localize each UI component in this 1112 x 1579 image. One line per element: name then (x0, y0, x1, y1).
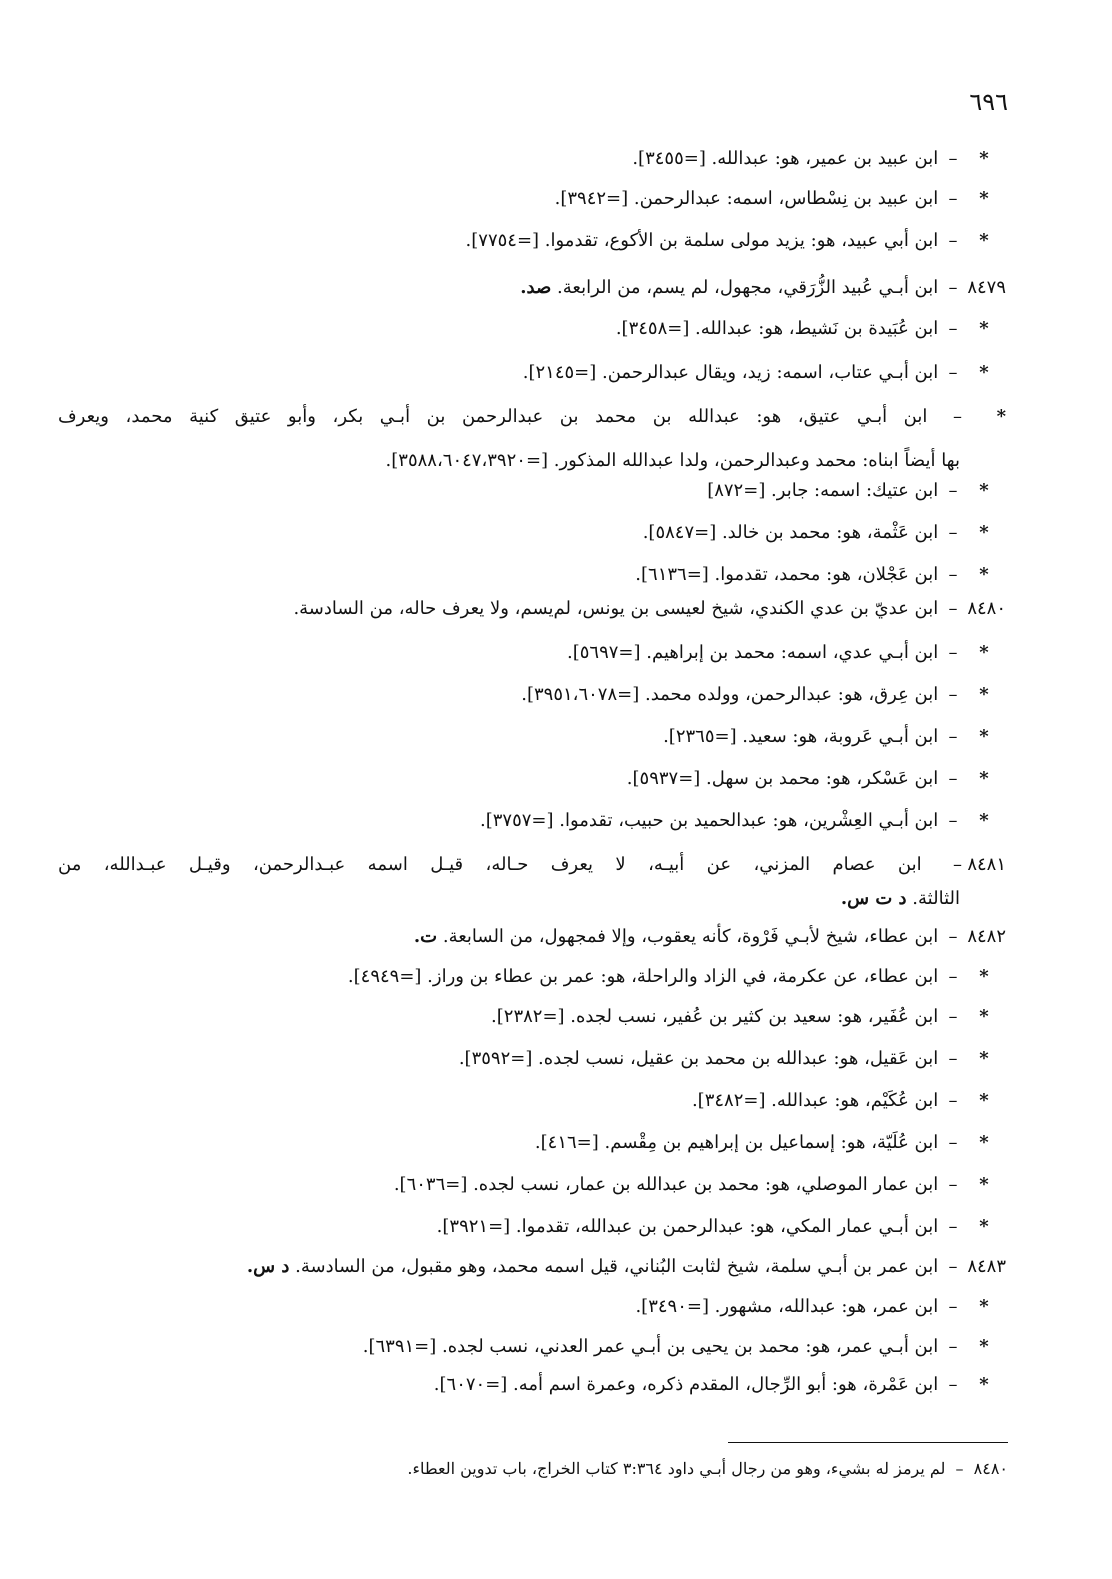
asterisk-icon: * (979, 318, 989, 339)
entry-text: ابن عُبَيدة بن نَشيط، هو: عبدالله. [=٣٤٥٨]. (615, 318, 939, 339)
entry-dash: – (948, 966, 958, 987)
entry-dash: – (948, 1090, 958, 1111)
cross-reference-entry (523, 360, 1006, 386)
asterisk-icon: * (979, 1336, 989, 1357)
entry-text: ابن عبيد بن نِسْطاس، اسمه: عبدالرحمن. [=٣٩٤٢]. (554, 188, 939, 209)
numbered-entry (293, 596, 1006, 622)
asterisk-icon: * (979, 188, 989, 209)
entry-text: ابن أبـي عُبيد الزُّرَقي، مجهول، لم يسم، من الرابعة. (557, 277, 939, 298)
footnote-text: لم يرمز له بشيء، وهو من رجال أبـي داود ٣:٣٦٤ كتاب الخراج، باب تدوين العطاء. (407, 1459, 946, 1478)
entry-text: ابن عصام المزني، عن أبيـه، لا يعرف حـاله، قيـل اسمه عبـدالرحمن، وقيـل عبـدالله، من (58, 854, 922, 875)
cross-reference-entry (394, 1172, 1006, 1198)
asterisk-icon: * (979, 1296, 989, 1317)
asterisk-icon: * (979, 1174, 989, 1195)
entry-text: ابن أبي عبيد، هو: يزيد مولى سلمة بن الأكوع، تقدموا. [=٧٧٥٤]. (465, 230, 939, 251)
entry-dash: – (948, 1336, 958, 1357)
cross-reference-entry (707, 478, 1006, 504)
entry-dash: – (948, 1296, 958, 1317)
entry-dash: – (948, 642, 958, 663)
asterisk-icon: * (979, 642, 989, 663)
entry-dash: – (948, 1048, 958, 1069)
cross-reference-entry (466, 228, 1006, 254)
entry-dash: – (948, 598, 958, 619)
cross-reference-entry (627, 766, 1006, 792)
cross-reference-entry (480, 808, 1006, 834)
cross-reference-entry (58, 404, 1006, 430)
cross-reference-entry (535, 1130, 1006, 1156)
cross-reference-entry (692, 1088, 1006, 1114)
cross-reference-entry (491, 1004, 1006, 1030)
entry-number: ٨٤٨٠ (967, 598, 1006, 619)
entry-dash: – (948, 480, 958, 501)
entry-text: ابن أبـي عمر، هو: محمد بن يحيى بن أبـي عمر العدني، نسب لجده. [=٦٣٩١]. (362, 1336, 939, 1357)
entry-continuation (386, 448, 960, 474)
entry-number: ٨٤٨١ (967, 854, 1006, 875)
entry-text: ابن أبـي عتاب، اسمه: زيد، ويقال عبدالرحمن. [=٢١٤٥]. (522, 362, 939, 383)
asterisk-icon: * (979, 1216, 989, 1237)
numbered-entry (520, 275, 1006, 301)
asterisk-icon: * (979, 768, 989, 789)
asterisk-icon: * (979, 1006, 989, 1027)
cross-reference-entry (632, 146, 1006, 172)
entry-text: ابن أبـي عدي، اسمه: محمد بن إبراهيم. [=٥٦٩٧]. (567, 642, 939, 663)
entry-text: بها أيضاً ابناه: محمد وعبدالرحمن، ولدا عبدالله المذكور. [=٣٥٨٨،٦٠٤٧،٣٩٢٠]. (385, 450, 960, 471)
entry-dash: – (948, 1174, 958, 1195)
numbered-entry (414, 924, 1006, 950)
entry-text: ابن عتيك: اسمه: جابر. [=٨٧٢] (707, 480, 939, 501)
entry-text: ابن عَسْكر، هو: محمد بن سهل. [=٥٩٣٧]. (626, 768, 939, 789)
footnote-number: ٨٤٨٠ (973, 1459, 1008, 1478)
asterisk-icon: * (979, 1132, 989, 1153)
entry-text: ابن أبـي عَروبة، هو: سعيد. [=٢٣٦٥]. (663, 726, 939, 747)
entry-text: ابن عمر، هو: عبدالله، مشهور. [=٣٤٩٠]. (635, 1296, 939, 1317)
asterisk-icon: * (979, 1048, 989, 1069)
cross-reference-entry (521, 682, 1006, 708)
entry-dash: – (948, 1374, 958, 1395)
asterisk-icon: * (979, 684, 989, 705)
entry-text: ابن عَمْرة، هو: أبو الرِّجال، المقدم ذكره، وعمرة اسم أمه. [=٦٠٧٠]. (433, 1374, 939, 1395)
asterisk-icon: * (979, 564, 989, 585)
entry-text: الثالثة. (912, 888, 960, 909)
entry-dash: – (948, 1132, 958, 1153)
cross-reference-entry (555, 186, 1006, 212)
cross-reference-entry (635, 1294, 1006, 1320)
entry-dash: – (948, 188, 958, 209)
entry-dash: – (948, 362, 958, 383)
entry-text: ابن عبيد بن عمير، هو: عبدالله. [=٣٤٥٥]. (632, 148, 939, 169)
asterisk-icon: * (979, 362, 989, 383)
page-number: ٦٩٦ (969, 88, 1008, 116)
entry-text: ابن عطاء، شيخ لأبـي فَرْوة، كأنه يعقوب، وإلا فمجهول، من السابعة. (442, 926, 939, 947)
entry-dash: – (948, 768, 958, 789)
entry-number: ٨٤٧٩ (967, 277, 1006, 298)
entry-dash: – (948, 810, 958, 831)
entry-number: ٨٤٨٣ (967, 1256, 1006, 1277)
entry-text: ابن عُفَير، هو: سعيد بن كثير بن عُفير، نسب لجده. [=٢٣٨٢]. (491, 1006, 939, 1027)
entry-dash: – (948, 726, 958, 747)
entry-dash: – (953, 406, 962, 427)
asterisk-icon: * (979, 148, 989, 169)
source-symbols: د س. (246, 1256, 290, 1277)
entry-dash: – (948, 277, 958, 298)
cross-reference-entry (459, 1046, 1006, 1072)
entry-text: ابن أبـي العِشْرين، هو: عبدالحميد بن حبيب، تقدموا. [=٣٧٥٧]. (480, 810, 939, 831)
entry-text: ابن عمار الموصلي، هو: محمد بن عبدالله بن عمار، نسب لجده. [=٦٠٣٦]. (393, 1174, 939, 1195)
cross-reference-entry (567, 640, 1006, 666)
entry-text: ابن عُلَيّة، هو: إسماعيل بن إبراهيم بن مِقْسم. [=٤١٦]. (534, 1132, 939, 1153)
asterisk-icon: * (979, 1374, 989, 1395)
entry-text: ابن عديّ بن عدي الكندي، شيخ لعيسى بن يونس، لم‌يسم، ولا يعرف حاله، من السادسة. (293, 598, 939, 619)
cross-reference-entry (363, 1334, 1006, 1360)
numbered-entry (247, 1254, 1006, 1280)
source-symbols: ت. (413, 926, 438, 947)
entry-text: ابن أبـي عتيق، هو: عبدالله بن محمد بن عبدالرحمن بن أبـي بكر، وأبو عتيق كنية محمد، ويعرف (58, 406, 928, 427)
asterisk-icon: * (996, 406, 1006, 427)
entry-dash: – (948, 1006, 958, 1027)
footnote-dash: – (955, 1459, 964, 1478)
entry-text: ابن عُكَيْم، هو: عبدالله. [=٣٤٨٢]. (691, 1090, 939, 1111)
entry-text: ابن عَقيل، هو: عبدالله بن محمد بن عقيل، نسب لجده. [=٣٥٩٢]. (458, 1048, 939, 1069)
footnote (407, 1458, 1008, 1480)
cross-reference-entry (348, 964, 1006, 990)
entry-text: ابن عمر بن أبـي سلمة، شيخ لثابت البُناني، قيل اسمه محمد، وهو مقبول، من السادسة. (295, 1256, 939, 1277)
cross-reference-entry (437, 1214, 1006, 1240)
numbered-entry (58, 852, 1006, 878)
cross-reference-entry (643, 520, 1006, 546)
entry-dash: – (948, 230, 958, 251)
entry-dash: – (948, 1256, 958, 1277)
asterisk-icon: * (979, 522, 989, 543)
entry-continuation (841, 886, 960, 912)
cross-reference-entry (635, 562, 1006, 588)
source-symbols: د ت س. (840, 888, 907, 909)
entry-dash: – (948, 684, 958, 705)
asterisk-icon: * (979, 1090, 989, 1111)
source-symbols: صد. (520, 277, 552, 298)
entry-dash: – (948, 148, 958, 169)
footnote-separator (728, 1442, 1008, 1443)
entry-number: ٨٤٨٢ (967, 926, 1006, 947)
entry-dash: – (948, 926, 958, 947)
cross-reference-entry (434, 1372, 1006, 1398)
entry-text: ابن عَجْلان، هو: محمد، تقدموا. [=٦١٣٦]. (635, 564, 939, 585)
cross-reference-entry (616, 316, 1006, 342)
asterisk-icon: * (979, 810, 989, 831)
entry-dash: – (948, 318, 958, 339)
entry-text: ابن عِرق، هو: عبدالرحمن، وولده محمد. [=٣٩٥١،٦٠٧٨]. (521, 684, 939, 705)
entry-text: ابن عَثْمة، هو: محمد بن خالد. [=٥٨٤٧]. (642, 522, 939, 543)
asterisk-icon: * (979, 966, 989, 987)
asterisk-icon: * (979, 726, 989, 747)
cross-reference-entry (663, 724, 1006, 750)
asterisk-icon: * (979, 480, 989, 501)
entry-text: ابن عطاء، عن عكرمة، في الزاد والراحلة، هو: عمر بن عطاء بن وراز. [=٤٩٤٩]. (347, 966, 939, 987)
entry-dash: – (948, 1216, 958, 1237)
entry-dash: – (948, 522, 958, 543)
entry-dash: – (948, 564, 958, 585)
entry-text: ابن أبـي عمار المكي، هو: عبدالرحمن بن عبدالله، تقدموا. [=٣٩٢١]. (436, 1216, 939, 1237)
asterisk-icon: * (979, 230, 989, 251)
entry-dash: – (952, 854, 962, 875)
